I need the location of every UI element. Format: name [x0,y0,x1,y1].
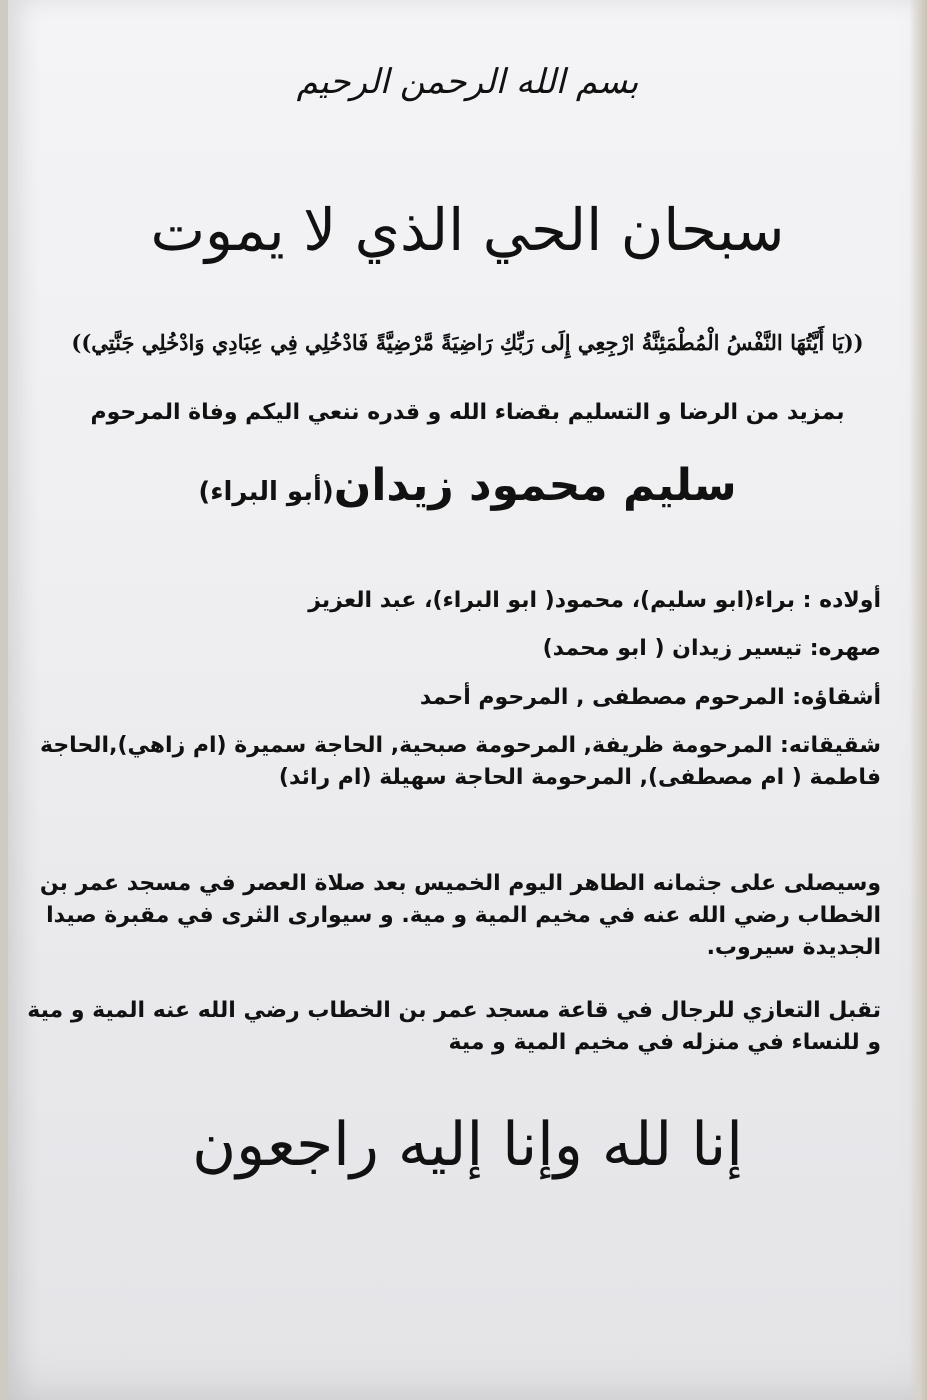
son-in-law-line: صهره: تيسير زيدان ( ابو محمد) [542,636,881,661]
quran-verse: ((يَا أَيَّتُهَا النَّفْسُ الْمُطْمَئِنَّةُ ارْجِعِي إِلَى رَبِّكِ رَاضِيَةً مَّرْضِيَّةً فَادْخُلِي فِي عِبَادِي وَادْخُلِي جَنَّتِي)) [71,330,864,355]
funeral-line-1: وسيصلى على جثمانه الطاهر اليوم الخميس بعد صلاة العصر في مسجد عمر بن [39,871,881,896]
funeral-line-3: الجديدة سيروب. [706,935,881,960]
sons-line: أولاده : براء(ابو سليم)، محمود( ابو البراء)، عبد العزيز [308,588,881,613]
sisters-line-2: فاطمة ( ام مصطفى), المرحومة الحاجة سهيلة (ام رائد) [278,765,881,790]
condolences-line-1: تقبل التعازي للرجال في قاعة مسجد عمر بن الخطاب رضي الله عنه المية و مية [27,998,881,1023]
funeral-line-2: الخطاب رضي الله عنه في مخيم المية و مية. و سيوارى الثرى في مقبرة صيدا [46,903,881,928]
deceased-kunya: (أبو البراء) [198,477,334,507]
sisters-line-1: شقيقاته: المرحومة ظريفة, المرحومة صبحية, الحاجة سميرة (ام زاهي),الحاجة [39,733,881,758]
condolences-block [27,995,881,1059]
paper-edge [909,0,927,1400]
closing-phrase: إنا لله وإنا إليه راجعون [192,1110,743,1180]
basmala: بسم الله الرحمن الرحيم [296,62,639,102]
headline: سبحان الحي الذي لا يموت [150,196,785,264]
brothers-line: أشقاؤه: المرحوم مصطفى , المرحوم أحمد [419,685,881,710]
sisters-block [40,730,881,794]
announcement: بمزيد من الرضا و التسليم بقضاء الله و قدره ننعي اليكم وفاة المرحوم [90,400,845,425]
deceased-name: سليم محمود زيدان [333,460,737,511]
deceased-name-row [8,460,927,511]
condolences-line-2: و للنساء في منزله في مخيم المية و مية [448,1030,881,1055]
obituary-sheet [8,0,927,1400]
funeral-block [40,868,881,964]
